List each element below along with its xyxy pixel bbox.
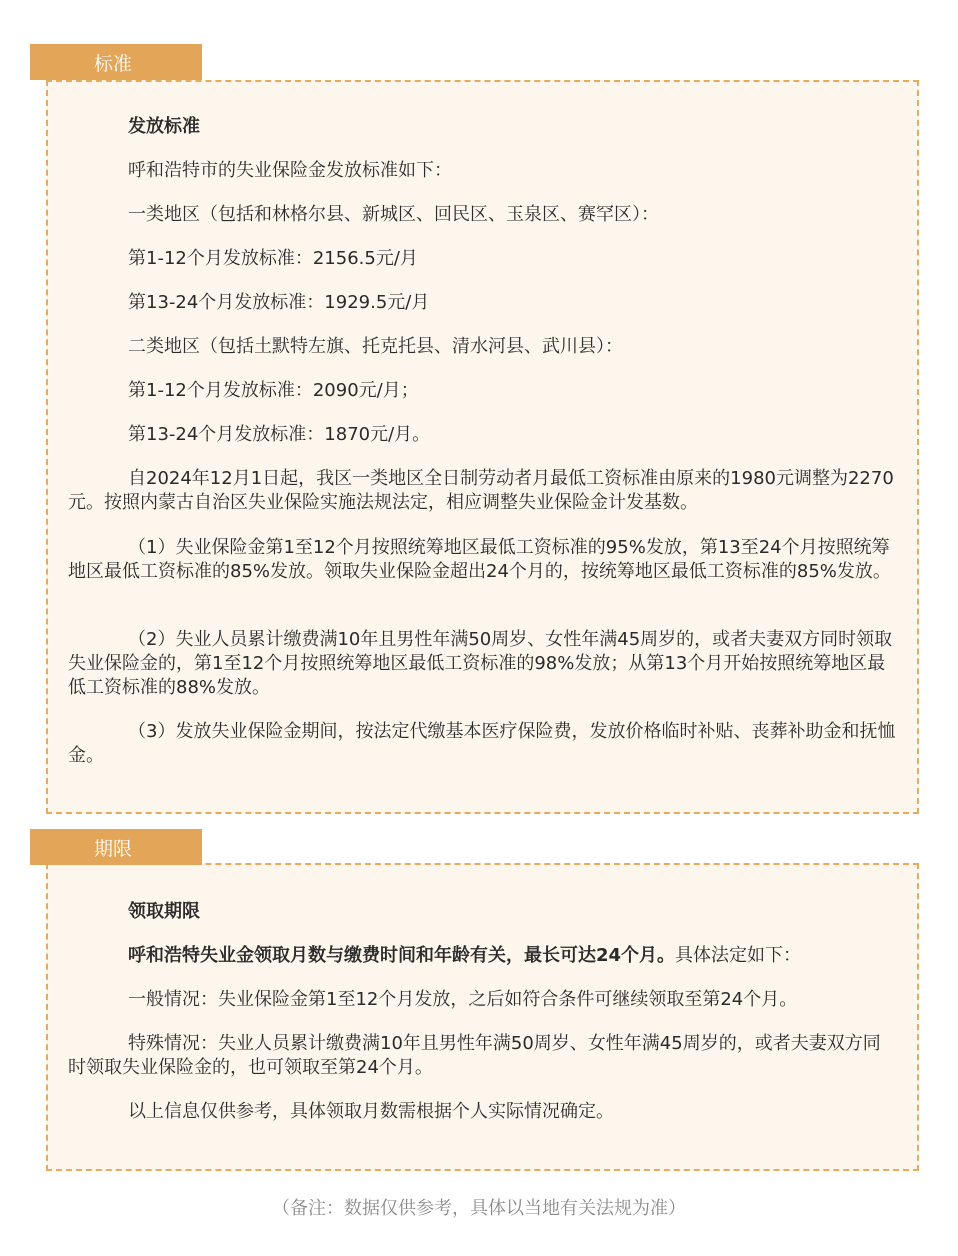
- period-tab: 期限: [30, 829, 202, 865]
- standard-paragraph: 第1-12个月发放标准：2090元/月；: [128, 380, 419, 401]
- standard-paragraph: 第13-24个月发放标准：1929.5元/月: [128, 292, 430, 313]
- standard-paragraph: （3）发放失业保险金期间，按法定代缴基本医疗保险费，发放价格临时补贴、丧葬补助金和抚恤金。: [68, 721, 896, 766]
- period-paragraph: 一般情况：失业保险金第1至12个月发放，之后如符合条件可继续领取至第24个月。: [128, 989, 798, 1010]
- period-lead-bold: 呼和浩特失业金领取月数与缴费时间和年龄有关，最长可达24个月。: [128, 945, 676, 966]
- period-lead: [68, 944, 898, 968]
- period-paragraph: 以上信息仅供参考，具体领取月数需根据个人实际情况确定。: [128, 1101, 614, 1122]
- footer-note: （备注：数据仅供参考，具体以当地有关法规为准）: [272, 1198, 686, 1219]
- standard-paragraph: 一类地区（包括和林格尔县、新城区、回民区、玉泉区、赛罕区）：: [128, 204, 659, 225]
- standard-paragraph: 第13-24个月发放标准：1870元/月。: [128, 424, 431, 445]
- period-content-box: [46, 863, 919, 1171]
- standard-paragraph: 二类地区（包括土默特左旗、托克托县、清水河县、武川县）：: [128, 336, 623, 357]
- standard-paragraph: 呼和浩特市的失业保险金发放标准如下：: [128, 160, 452, 181]
- standard-paragraph: 自2024年12月1日起，我区一类地区全日制劳动者月最低工资标准由原来的1980元调整为2270元。按照内蒙古自治区失业保险实施法规法定，相应调整失业保险金计发基数。: [68, 468, 894, 513]
- standard-paragraph: （2）失业人员累计缴费满10年且男性年满50周岁、女性年满45周岁的，或者夫妻双方同时领取失业保险金的，第1至12个月按照统筹地区最低工资标准的98%发放；从第13个月开始按照统筹地区最低工资标准的88%发放。: [68, 629, 893, 698]
- period-paragraph: 特殊情况：失业人员累计缴费满10年且男性年满50周岁、女性年满45周岁的，或者夫妻双方同时领取失业保险金的，也可领取至第24个月。: [68, 1033, 881, 1078]
- period-heading: 领取期限: [128, 901, 200, 922]
- period-lead-rest: 具体法定如下：: [675, 945, 802, 966]
- standard-heading: 发放标准: [128, 116, 200, 137]
- standard-section: [0, 44, 958, 816]
- standard-paragraph: 第1-12个月发放标准：2156.5元/月: [128, 248, 418, 269]
- standard-content-box: [46, 80, 919, 814]
- period-section: [0, 829, 958, 1173]
- standard-paragraph: （1）失业保险金第1至12个月按照统筹地区最低工资标准的95%发放，第13至24个月按照统筹地区最低工资标准的85%发放。领取失业保险金超出24个月的，按统筹地区最低工资标准的85%发放。: [68, 537, 891, 582]
- standard-tab: 标准: [30, 44, 202, 80]
